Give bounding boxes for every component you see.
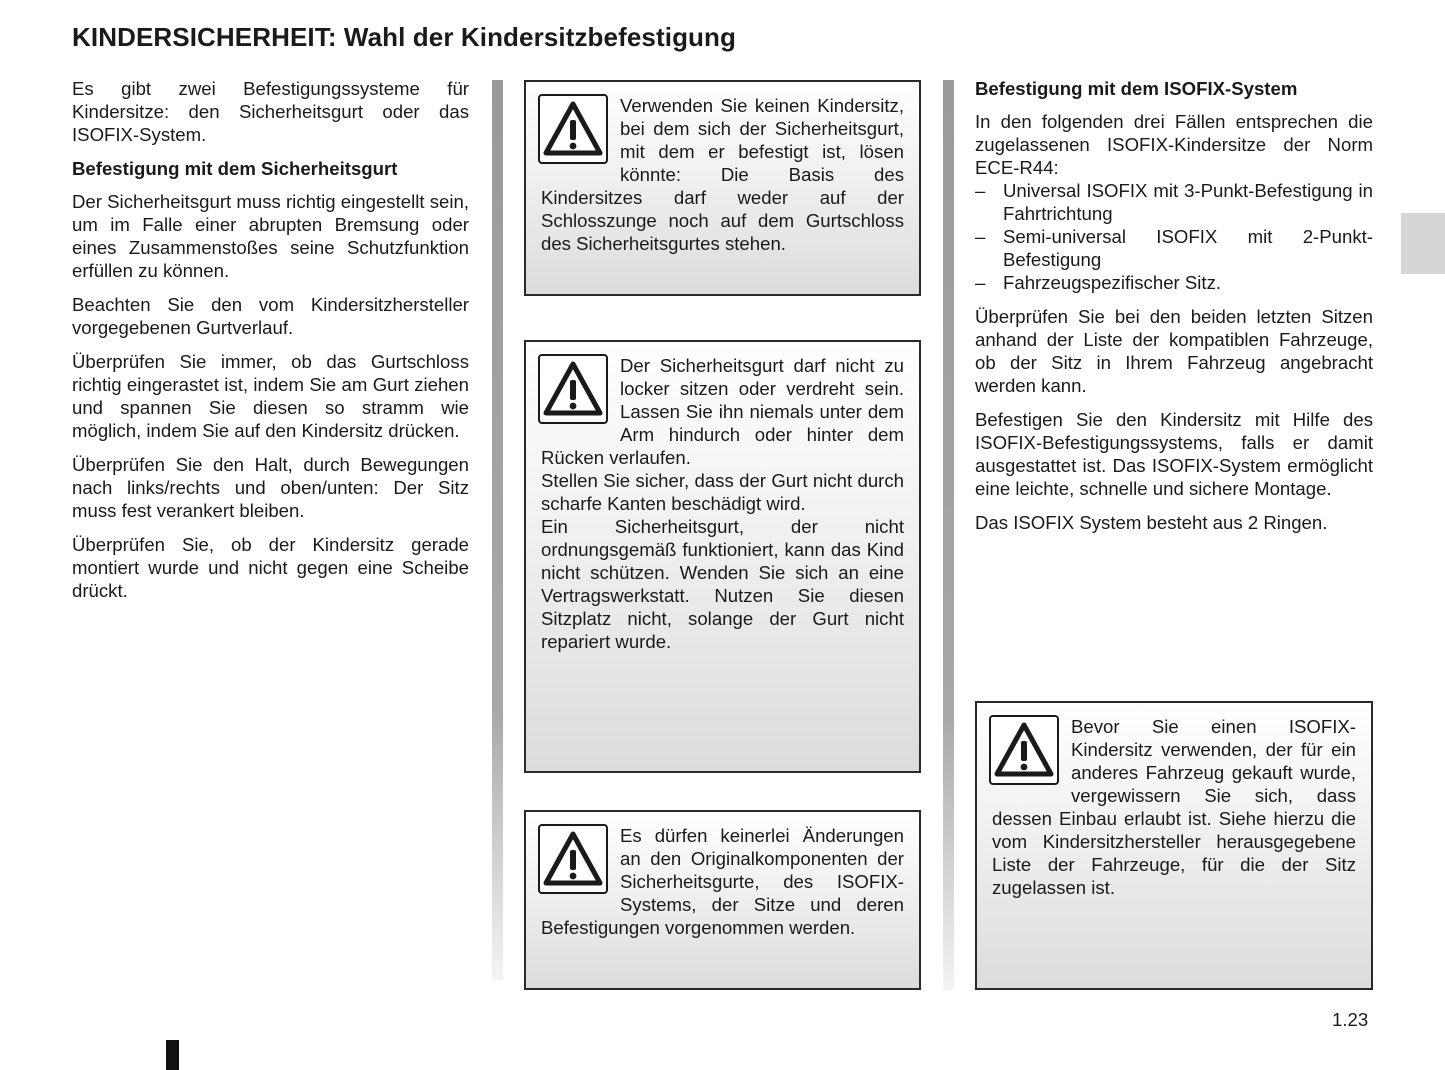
warning-text-1: Verwenden Sie keinen Kindersitz, bei dem sich der Sicherheitsgurt, mit dem er befestigt ist, lösen könnte: Die Basis des Kindersitzes darf weder auf der Schlosszunge noch auf dem Gurtschloss des Sicherheitsgurtes stehen.	[541, 95, 904, 254]
page-title: KINDERSICHERHEIT: Wahl der Kindersitzbefestigung	[72, 22, 736, 52]
warning-triangle-icon	[538, 354, 608, 424]
warning-text-4: Bevor Sie einen ISOFIX-Kindersitz verwenden, der für ein anderes Fahrzeug gekauft wurde, vergewissern Sie sich, dass dessen Einbau erlaubt ist. Siehe hierzu die vom Kindersitzhersteller herausgegebene Liste der Fahrzeuge, für die der Sitz zugelassen ist.	[992, 716, 1356, 898]
warning-text-2b: Stellen Sie sicher, dass der Gurt nicht durch scharfe Kanten beschädigt wird.	[541, 470, 904, 514]
right-column	[975, 77, 1373, 545]
warning-text-2a: Der Sicherheitsgurt darf nicht zu locker sitzen oder verdreht sein. Lassen Sie ihn niemals unter dem Arm hindurch oder hinter dem Rücken verlaufen.	[541, 355, 904, 468]
warning-triangle-icon	[989, 715, 1059, 785]
list-item: – Universal ISOFIX mit 3-Punkt-Befestigung in Fahrtrichtung	[975, 179, 1373, 225]
chapter-tab	[1401, 213, 1445, 274]
body-paragraph: Überprüfen Sie, ob der Kindersitz gerade montiert wurde und nicht gegen eine Scheibe drückt.	[72, 534, 469, 601]
list-item: – Fahrzeugspezifischer Sitz.	[975, 271, 1373, 294]
body-paragraph: Überprüfen Sie den Halt, durch Bewegungen nach links/rechts und oben/unten: Der Sitz muss fest verankert bleiben.	[72, 454, 469, 521]
left-column	[72, 77, 469, 613]
intro-paragraph: Es gibt zwei Befestigungssysteme für Kindersitze: den Sicherheitsgurt oder das ISOFIX-System.	[72, 78, 469, 145]
body-paragraph: Überprüfen Sie bei den beiden letzten Sitzen anhand der Liste der kompatiblen Fahrzeuge, ob der Sitz in Ihrem Fahrzeug angebracht werden kann.	[975, 306, 1373, 396]
warning-box-2	[524, 340, 921, 773]
column-divider-right	[943, 80, 954, 990]
body-paragraph: Überprüfen Sie immer, ob das Gurtschloss richtig eingerastet ist, indem Sie am Gurt ziehen und spannen Sie diesen so stramm wie möglich, indem Sie auf den Kindersitz drücken.	[72, 351, 469, 441]
isofix-intro: In den folgenden drei Fällen entsprechen die zugelassenen ISOFIX-Kindersitze der Norm ECE-R44:	[975, 111, 1373, 178]
warning-box-4	[975, 701, 1373, 990]
warning-text-3: Es dürfen keinerlei Änderungen an den Originalkomponenten der Sicherheitsgurte, des ISOFIX-Systems, der Sitze und deren Befestigungen vorgenommen werden.	[541, 825, 904, 938]
body-paragraph: Beachten Sie den vom Kindersitzhersteller vorgegebenen Gurtverlauf.	[72, 294, 469, 338]
warning-text-2c: Ein Sicherheitsgurt, der nicht ordnungsgemäß funktioniert, kann das Kind nicht schützen. Wenden Sie sich an eine Vertragswerkstatt. Nutzen Sie diesen Sitzplatz nicht, solange der Gurt nicht repariert wurde.	[541, 516, 904, 652]
page-number: 1.23	[1332, 1009, 1369, 1030]
warning-box-3	[524, 810, 921, 990]
column-divider-left	[492, 80, 503, 980]
warning-triangle-icon	[538, 824, 608, 894]
isofix-list	[975, 179, 1373, 294]
body-paragraph: Das ISOFIX System besteht aus 2 Ringen.	[975, 512, 1328, 533]
section-heading-isofix: Befestigung mit dem ISOFIX-System	[975, 78, 1298, 99]
body-paragraph: Befestigen Sie den Kindersitz mit Hilfe des ISOFIX-Befestigungssystems, falls er damit ausgestattet ist. Das ISOFIX-System ermöglicht eine leichte, schnelle und sichere Montage.	[975, 409, 1373, 499]
warning-triangle-icon	[538, 94, 608, 164]
list-item: – Semi-universal ISOFIX mit 2-Punkt-Befestigung	[975, 225, 1373, 271]
section-heading-belt: Befestigung mit dem Sicherheitsgurt	[72, 158, 398, 179]
warning-box-1	[524, 80, 921, 296]
print-mark	[166, 1040, 179, 1070]
body-paragraph: Der Sicherheitsgurt muss richtig eingestellt sein, um im Falle einer abrupten Bremsung oder eines Zusammenstoßes seine Schutzfunktion erfüllen zu können.	[72, 191, 469, 281]
